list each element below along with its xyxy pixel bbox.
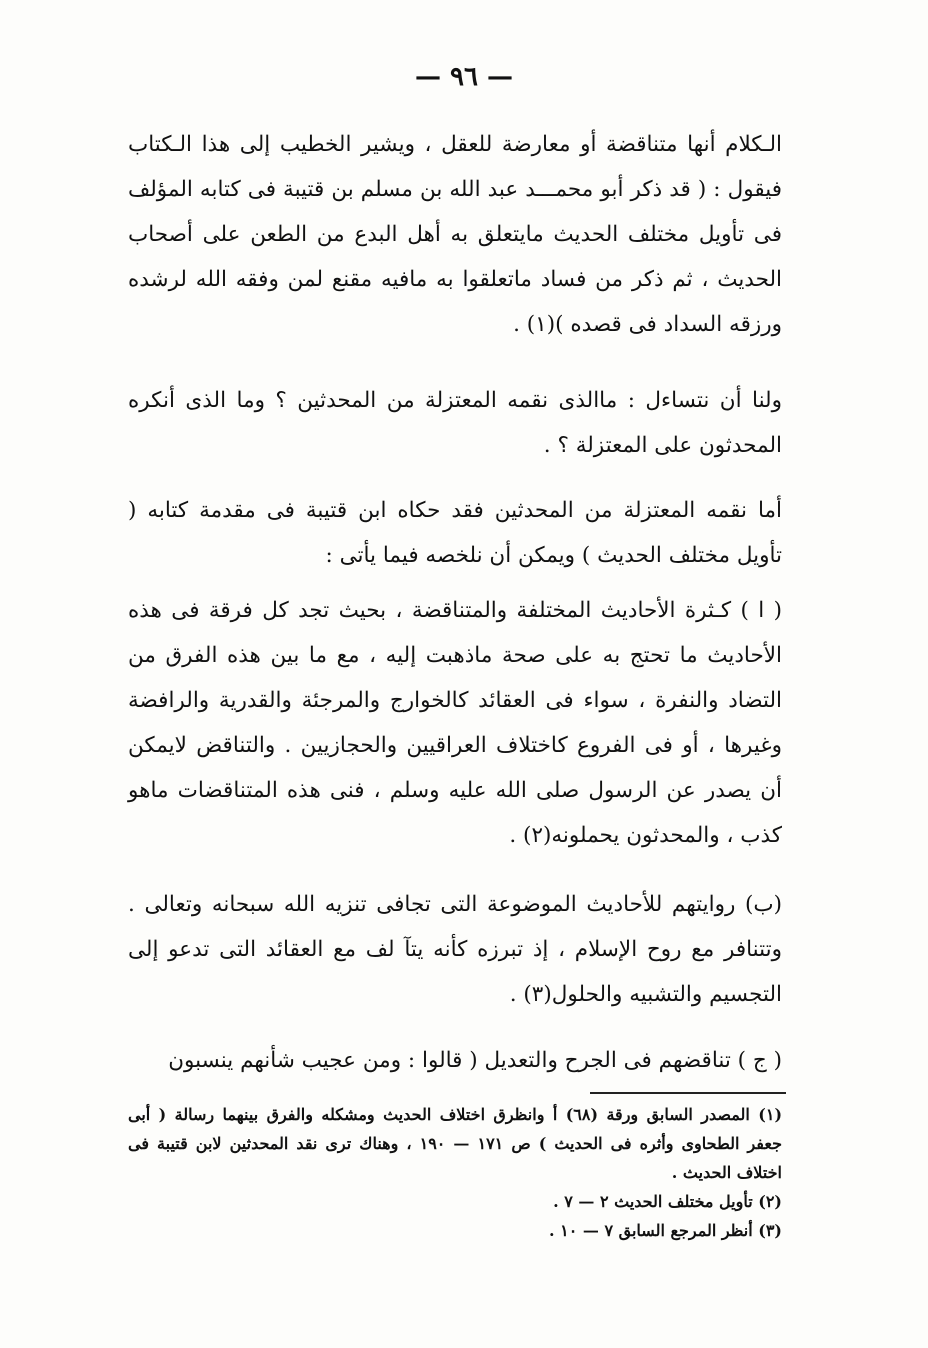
paragraph-text: (ب) روايتهم للأحاديث الموضوعة التى تجافى تنزيه الله سبحانه وتعالى . وتتنافر مع روح الإسلام ، إذ تبرزه كأنه يتآ لف مع العقائد التى تدعو إلى التجسيم والتشبيه والحلول(٣) . — [128, 892, 782, 1007]
paragraph-question — [128, 378, 782, 468]
paragraph-khatib-quote — [128, 122, 782, 347]
paragraph-point-b — [128, 882, 782, 1017]
paragraph-text: الـكلام أنها متناقضة أو معارضة للعقل ، ويشير الخطيب إلى هذا الـكتاب فيقول : ( قد ذكر أبو محمـــد عبد الله بن مسلم بن قتيبة فى كتابه المؤلف فى تأويل مختلف الحديث مايتعلق به أهل البدع من الطعن على أصحاب الحديث ، ثم ذكر من فساد ماتعلقوا به مافيه مقنع لمن وفقه الله لرشده ورزقه السداد فى قصده )(١) . — [128, 132, 782, 337]
paragraph-text: أما نقمه المعتزلة من المحدثين فقد حكاه ابن قتيبة فى مقدمة كتابه ( تأويل مختلف الحديث ) ويمكن أن نلخصه فيما يأتى : — [128, 498, 782, 568]
paragraph-text: ( ج ) تناقضهم فى الجرح والتعديل ( قالوا : ومن عجيب شأنهم ينسبون — [168, 1048, 782, 1073]
footnote-3: (٣) أنظر المرجع السابق ٧ — ١٠ . — [548, 1221, 782, 1240]
paragraph-text: ( ا ) كـثرة الأحاديث المختلفة والمتناقضة ، بحيث تجد كل فرقة فى هذه الأحاديث ما تحتج به على صحة ماذهبت إليه ، مع ما بين هذه الفرق من التضاد والنفرة ، سواء فى العقائد كالخوارج والمرجئة والقدرية والرافضة وغيرها ، أو فى الفروع كاختلاف العراقيين والحجازيين . والتناقض لايمكن أن يصدر عن الرسول صلى الله عليه وسلم ، فنى هذه المتناقضات ماهو كذب ، والمحدثون يحملونه(٢) . — [128, 598, 782, 848]
paragraph-point-a — [128, 588, 782, 858]
footnote-2: (٢) تأويل مختلف الحديث ٢ — ٧ . — [553, 1192, 782, 1211]
paragraph-ibn-qutayba-intro — [128, 488, 782, 578]
footnote-divider — [590, 1092, 786, 1094]
paragraph-point-c — [128, 1038, 782, 1083]
page-number: — ٩٦ — — [414, 62, 514, 92]
footnote-1: (١) المصدر السابق ورقة (٦٨) أ وانظرق اختلاف الحديث ومشكله والفرق بينهما رسالة ( أبى جعفر الطحاوى وأثره فى الحديث ) ص ١٧١ — ١٩٠ ، وهناك ترى نقد المحدثين لابن قتيبة فى اختلاف الحديث . — [128, 1105, 783, 1182]
footnotes — [128, 1100, 782, 1245]
paragraph-text: ولنا أن نتساءل : ماالذى نقمه المعتزلة من المحدثين ؟ وما الذى أنكره المحدثون على المعتزلة ؟ . — [128, 388, 782, 458]
